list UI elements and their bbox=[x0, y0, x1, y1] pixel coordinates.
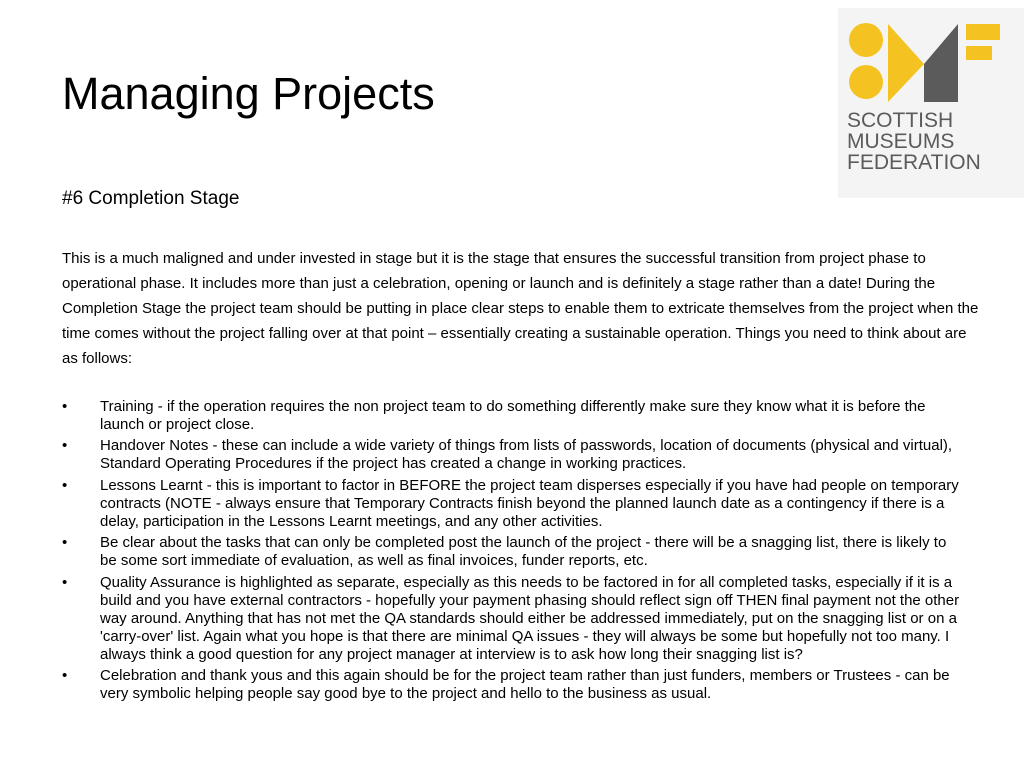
logo-line-1: SCOTTISH bbox=[847, 109, 954, 132]
bullet-icon: • bbox=[62, 398, 68, 415]
bullet-icon: • bbox=[62, 437, 68, 455]
bullet-icon: • bbox=[62, 476, 68, 494]
list-item-text: Handover Notes - these can include a wide variety of things from lists of passwords, location of documents (physical and virtual), Standard Operating Procedures if the project has created a change in working practices. bbox=[100, 437, 953, 473]
list-item bbox=[62, 437, 967, 473]
bullet-icon: • bbox=[62, 666, 68, 684]
bullet-list bbox=[62, 398, 967, 706]
list-item bbox=[62, 398, 967, 434]
logo-line-2: MUSEUMS bbox=[847, 130, 955, 153]
list-item-text: Quality Assurance is highlighted as separate, especially as this needs to be factored in for all completed tasks, especially if it is a build and you have external contractors - hopefully your payment phasing should reflect sign off THEN final payment not the other way around. Anything that has not met the QA standards should either be addressed immediately, put on the snagging list or on a 'carry-over' list. Again what you hope is that there are minimal QA issues - they will always be some but hopefully not too many. I always think a good question for any project manager at interview is to ask how long their snagging list is? bbox=[100, 573, 960, 663]
list-item bbox=[62, 477, 967, 531]
section-subtitle: #6 Completion Stage bbox=[62, 188, 240, 209]
list-item bbox=[62, 574, 967, 664]
page-title: Managing Projects bbox=[62, 68, 435, 119]
list-item-text: Be clear about the tasks that can only be completed post the launch of the project - there will be a snagging list, there is likely to be some sort immediate of evaluation, as well as final invoices, funder reports, etc. bbox=[100, 534, 947, 570]
logo-wordmark bbox=[847, 110, 981, 173]
bullet-icon: • bbox=[62, 573, 68, 591]
smf-logo-mark-icon bbox=[846, 18, 1006, 108]
list-item-text: Training - if the operation requires the non project team to do something differently make sure they know what it is before the launch or project close. bbox=[100, 398, 926, 433]
list-item-text: Celebration and thank yous and this again should be for the project team rather than just funders, members or Trustees - can be very symbolic helping people say good bye to the project and hello to the business as usual. bbox=[100, 666, 950, 702]
bullet-icon: • bbox=[62, 534, 68, 552]
list-item bbox=[62, 534, 967, 570]
list-item bbox=[62, 667, 967, 703]
list-item-text: Lessons Learnt - this is important to factor in BEFORE the project team disperses especially if you have had people on temporary contracts (NOTE - always ensure that Temporary Contracts finish beyond the planned launch date as a contingency if there is a delay, participation in the Lessons Learnt meetings, and any other activities. bbox=[100, 476, 959, 530]
intro-paragraph: This is a much maligned and under invested in stage but it is the stage that ensures the successful transition from project phase to operational phase. It includes more than just a celebration, opening or launch and is definitely a stage rather than a date! During the Completion Stage the project team should be putting in place clear steps to enable them to extricate themselves from the project when the time comes without the project falling over at that point – essentially creating a sustainable operation. Things you need to think about are as follows: bbox=[62, 250, 979, 367]
logo-line-3: FEDERATION bbox=[847, 151, 981, 174]
scottish-museums-federation-logo bbox=[838, 8, 1024, 198]
